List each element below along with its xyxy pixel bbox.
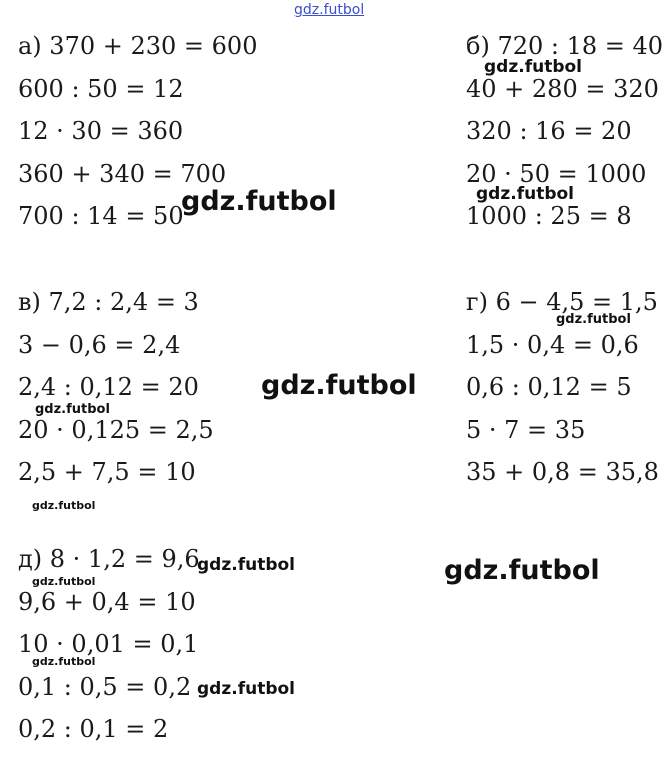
equation-line: 320 : 16 = 20 (466, 117, 632, 145)
equation-line: г) 6 − 4,5 = 1,5 (466, 288, 658, 316)
watermark: gdz.futbol (32, 575, 96, 588)
equation-line: 20 · 50 = 1000 (466, 159, 647, 188)
equation-line: 40 + 280 = 320 (466, 74, 659, 103)
watermark: gdz.futbol (476, 184, 574, 204)
equation-line: 9,6 + 0,4 = 10 (18, 587, 196, 616)
watermark: gdz.futbol (32, 499, 96, 512)
equation-line: б) 720 : 18 = 40 (466, 32, 664, 60)
equation-line: 1000 : 25 = 8 (466, 202, 632, 230)
watermark-link[interactable]: gdz.futbol (294, 2, 365, 18)
equation-line: 360 + 340 = 700 (18, 159, 227, 188)
watermark: gdz.futbol (197, 555, 295, 575)
watermark: gdz.futbol (32, 655, 96, 668)
equation-line: 20 · 0,125 = 2,5 (18, 415, 214, 444)
equation-line: 5 · 7 = 35 (466, 415, 586, 444)
equation-line: в) 7,2 : 2,4 = 3 (18, 288, 199, 316)
equation-line: 1,5 · 0,4 = 0,6 (466, 330, 639, 359)
equation-line: 600 : 50 = 12 (18, 74, 184, 103)
equation-line: 0,2 : 0,1 = 2 (18, 715, 169, 743)
equation-line: 0,6 : 0,12 = 5 (466, 373, 632, 401)
equation-line: 35 + 0,8 = 35,8 (466, 458, 659, 486)
watermark: gdz.futbol (556, 312, 631, 327)
equation-line: 2,5 + 7,5 = 10 (18, 458, 196, 486)
solution-block-v (18, 287, 214, 500)
watermark: gdz.futbol (197, 679, 295, 699)
equation-line: 10 · 0,01 = 0,1 (18, 630, 199, 658)
equation-line: 700 : 14 = 50 (18, 202, 184, 230)
watermark: gdz.futbol (181, 186, 337, 217)
equation-line: д) 8 · 1,2 = 9,6 (18, 545, 200, 573)
watermark: gdz.futbol (261, 370, 417, 401)
watermark: gdz.futbol (35, 402, 110, 417)
equation-line: а) 370 + 230 = 600 (18, 32, 258, 60)
equation-line: 12 · 30 = 360 (18, 117, 184, 145)
equation-line: 3 − 0,6 = 2,4 (18, 330, 181, 359)
equation-line: 0,1 : 0,5 = 0,2 (18, 672, 192, 701)
watermark: gdz.futbol (484, 57, 582, 77)
equation-line: 2,4 : 0,12 = 20 (18, 373, 199, 401)
watermark: gdz.futbol (444, 555, 600, 586)
